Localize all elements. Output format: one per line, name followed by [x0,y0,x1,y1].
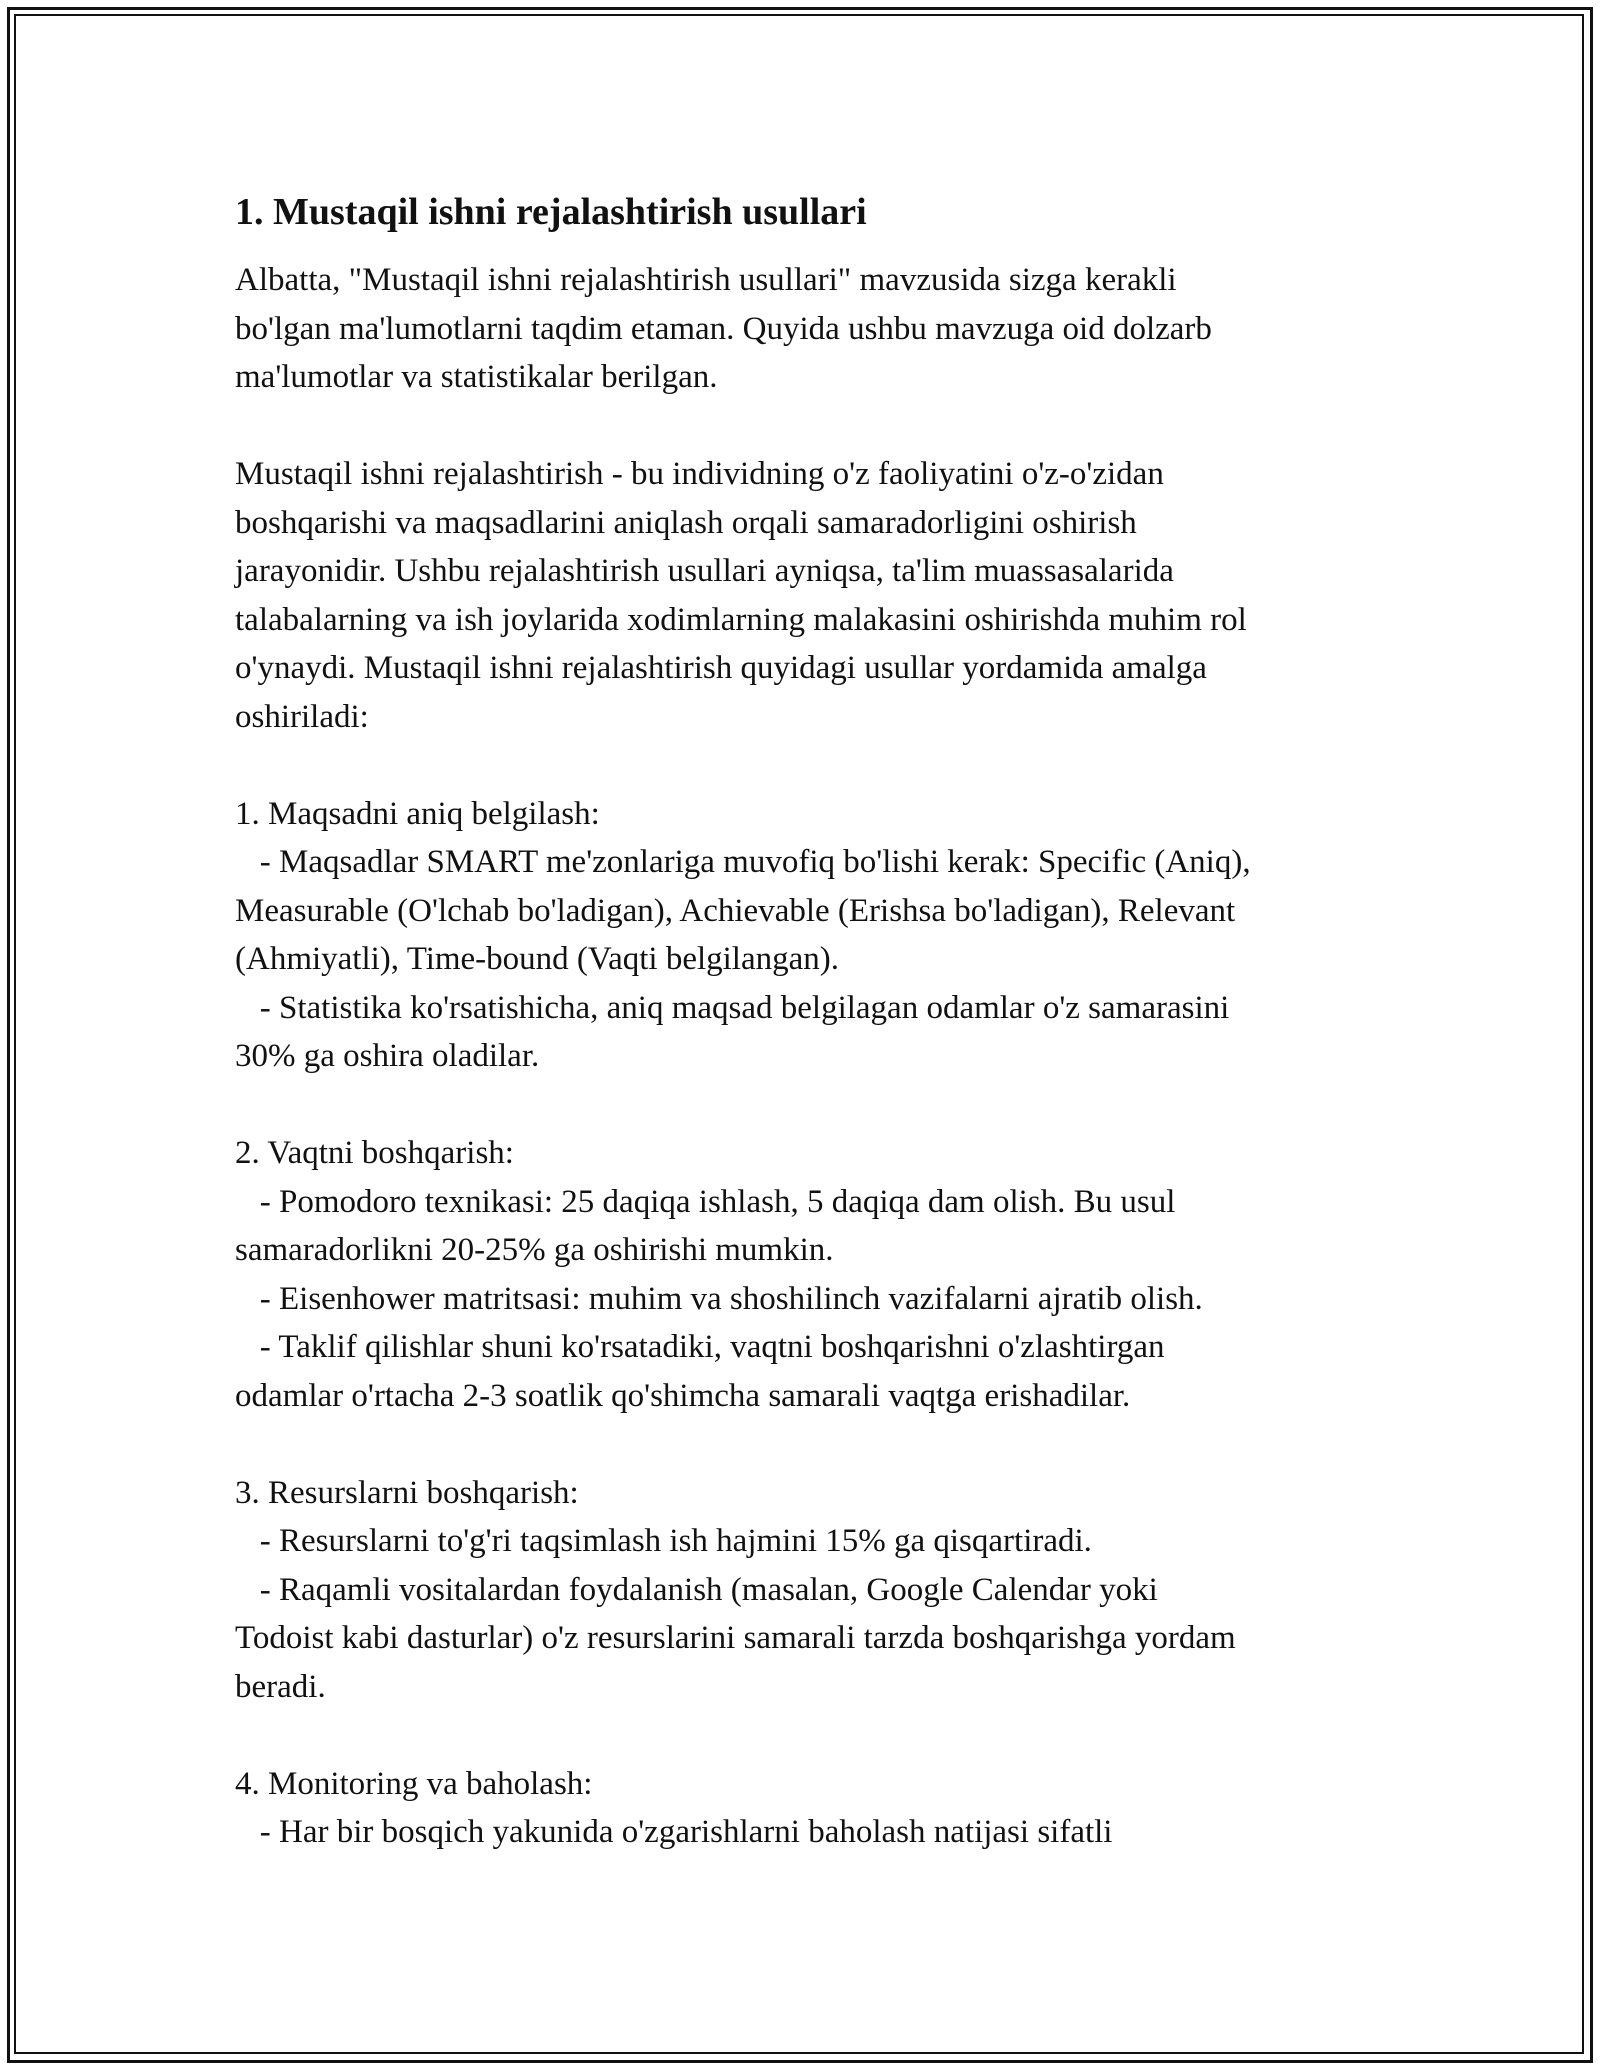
document-title: 1. Mustaqil ishni rejalashtirish usullari [235,191,867,233]
document-body [235,182,1395,1857]
document-text: Albatta, "Mustaqil ishni rejalashtirish usullari" mavzusida sizga kerakli bo'lgan ma'lumotlarni taqdim etaman. Quyida ushbu mavzuga oid dolzarb ma'lumotlar va statistikalar berilgan. Mustaqil ishni rejalashtirish - bu individning o'z faoliyatini o'z-o'zidan boshqarishi va maqsadlarini aniqlash orqali samaradorligini oshirish jarayonidir. Ushbu rejalashtirish usullari ayniqsa, ta'lim muassasalarida talabalarning va ish joylarida xodimlarning malakasini oshirishda muhim rol o'ynaydi. Mustaqil ishni rejalashtirish quyidagi usullar yordamida amalga oshiriladi: 1. Maqsadni aniq belgilash: - Maqsadlar SMART me'zonlariga muvofiq bo'lishi kerak: Specific (Aniq), Measurable (O'lchab bo'ladigan), Achievable (Erishsa bo'ladigan), Relevant (Ahmiyatli), Time-bound (Vaqti belgilangan). - Statistika ko'rsatishicha, aniq maqsad belgilagan odamlar o'z samarasini 30% ga oshira oladilar. 2. Vaqtni boshqarish: - Pomodoro texnikasi: 25 daqiqa ishlash, 5 daqiqa dam olish. Bu usul samaradorlikni 20-25% ga oshirishi mumkin. - Eisenhower matritsasi: muhim va shoshilinch vazifalarni ajratib olish. - Taklif qilishlar shuni ko'rsatadiki, vaqtni boshqarishni o'zlashtirgan odamlar o'rtacha 2-3 soatlik qo'shimcha samarali vaqtga erishadilar. 3. Resurslarni boshqarish: - Resurslarni to'g'ri taqsimlash ish hajmini 15% ga qisqartiradi. - Raqamli vositalardan foydalanish (masalan, Google Calendar yoki Todoist kabi dasturlar) o'z resurslarini samarali tarzda boshqarishga yordam beradi. 4. Monitoring va baholash: - Har bir bosqich yakunida o'zgarishlarni baholash natijasi sifatli [235,262,1251,1850]
